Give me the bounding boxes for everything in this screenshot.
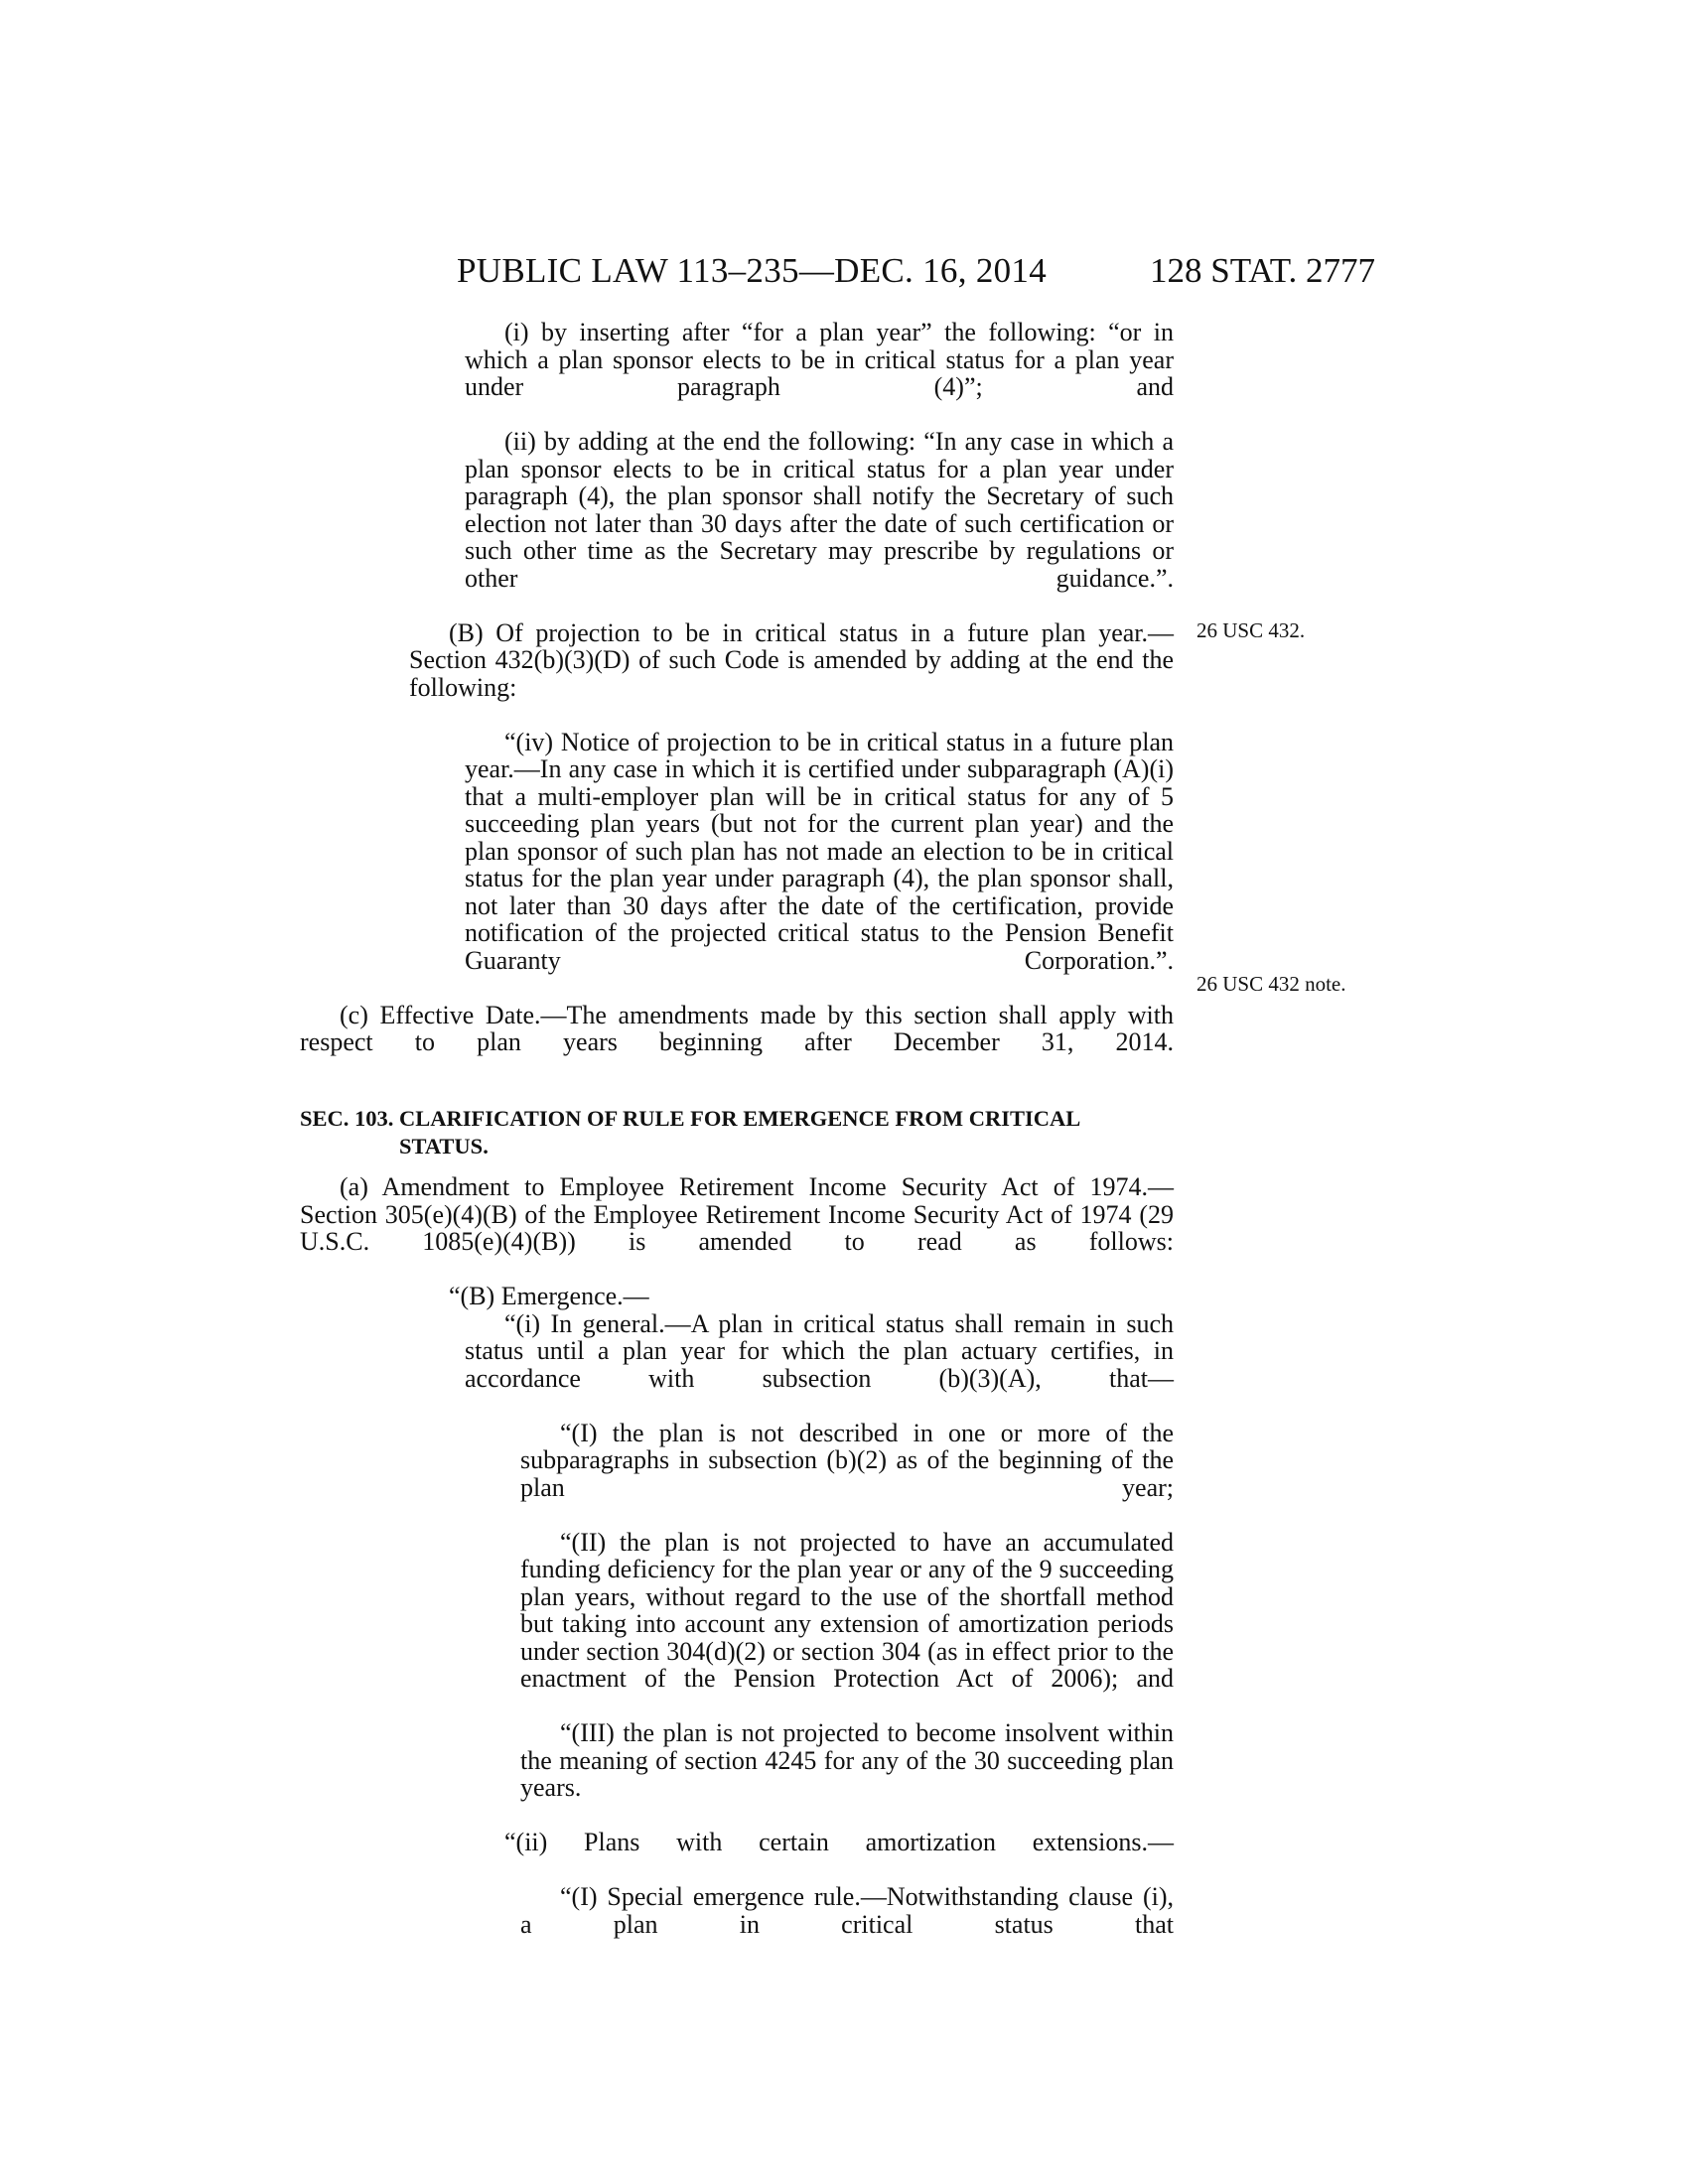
- paragraph-clause-ii: (ii) by adding at the end the following: “In any case in which a plan sponsor elects to be in critical status for a plan year under paragraph (4), the plan sponsor shall notify the Secretary of such election not later than 30 days after the date of such certification or such other time as the Secretary may prescribe by regulations or other guidance.”.: [465, 427, 1174, 593]
- paragraph-subclause-II: “(II) the plan is not projected to have an accumulated funding deficiency for the plan year or any of the 9 succeeding plan years, without regard to the use of the shortfall method but taking into account any extension of amortization periods under section 304(d)(2) or section 304 (as in effect prior to the enactment of the Pension Protection Act of 2006); and: [520, 1527, 1174, 1693]
- paragraph-subclause-I: “(I) the plan is not described in one or more of the subparagraphs in subsection (b)(2) as of the beginning of the plan year;: [520, 1418, 1174, 1502]
- paragraph-amendment-erisa: (a) Amendment to Employee Retirement Income Security Act of 1974.—Section 305(e)(4)(B) of the Employee Retirement Income Security Act of 1974 (29 U.S.C. 1085(e)(4)(B)) is amended to read as follows:: [300, 1172, 1174, 1256]
- margin-note-usc-432-note: 26 USC 432 note.: [1196, 972, 1346, 996]
- header-law-citation: PUBLIC LAW 113–235—DEC. 16, 2014: [457, 251, 1048, 290]
- margin-note-usc-432: 26 USC 432.: [1196, 618, 1306, 642]
- paragraph-clause-iv-notice: “(iv) Notice of projection to be in critical status in a future plan year.—In any case in which it is certified under subparagraph (A)(i) that a multi-employer plan will be in critical status for any of 5 succeeding plan years (but not for the current plan year) and the plan sponsor of such plan has not made an election to be in critical status for the plan year under paragraph (4), the plan sponsor shall, not later than 30 days after the date of the certification, provide notification of the projected critical status to the Pension Benefit Guaranty Corporation.”.: [465, 727, 1174, 975]
- paragraph-clause-i: (i) by inserting after “for a plan year” the following: “or in which a plan sponsor elects to be in critical status for a plan year under paragraph (4)”; and: [465, 318, 1174, 401]
- statute-text: [300, 319, 1174, 1966]
- paragraph-amortization-extensions: “(ii) Plans with certain amortization extensions.—: [504, 1828, 1174, 1856]
- paragraph-effective-date: (c) Effective Date.—The amendments made by this section shall apply with respect to plan years beginning after December 31, 2014.: [300, 1000, 1174, 1056]
- header-stat-page: 128 STAT. 2777: [1150, 251, 1375, 290]
- paragraph-subpara-b-projection: (B) Of projection to be in critical status in a future plan year.—Section 432(b)(3)(D) of such Code is amended by adding at the end the following:: [409, 617, 1174, 702]
- section-heading-sec-103: SEC. 103. CLARIFICATION OF RULE FOR EMERGENCE FROM CRITICAL STATUS.: [300, 1106, 1080, 1159]
- paragraph-subclause-III: “(III) the plan is not projected to become insolvent within the meaning of section 4245 for any of the 30 succeeding plan years.: [520, 1718, 1174, 1802]
- paragraph-in-general: “(i) In general.—A plan in critical status shall remain in such status until a plan year for which the plan actuary certifies, in accordance with subsection (b)(3)(A), that—: [465, 1308, 1174, 1393]
- paragraph-special-emergence-rule: “(I) Special emergence rule.—Notwithstanding clause (i), a plan in critical status that: [520, 1882, 1174, 1939]
- paragraph-emergence-heading: “(B) Emergence.—: [449, 1282, 649, 1310]
